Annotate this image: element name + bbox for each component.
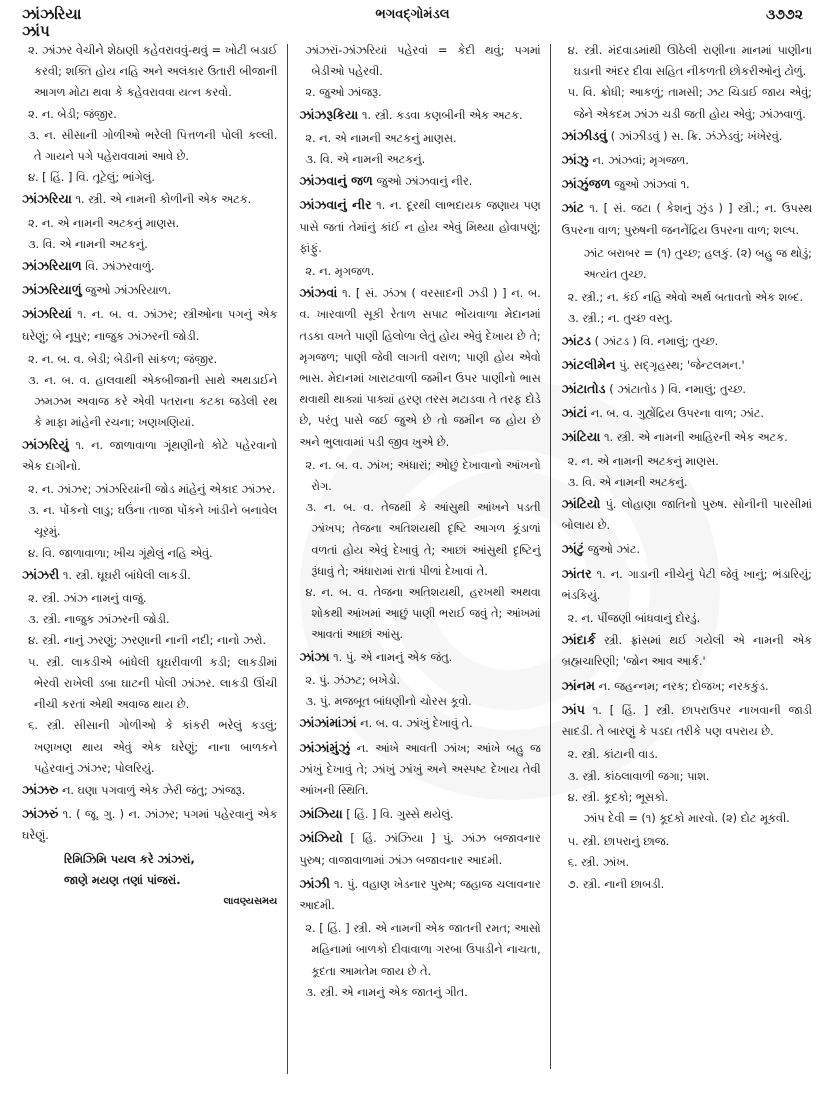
sense-definition: ૫. સ્ત્રી. લાકડીએ બાંધેલી ઘૂઘરીવાળી કડી; લાકડીમાં ભેરવી રાખેલી ડબા ઘાટની પોલી ઝાંઝર. લાકડી ઊંચી નીચી કરતાં એથી અવાજ થાય છે. <box>28 655 278 712</box>
quotation-line: રિમિઝિમિ પયલ કરે ઝાંઝરાં, <box>64 852 195 866</box>
dictionary-entry <box>562 330 812 352</box>
headword: ઝાંઝાંમાંઝાં <box>299 715 357 731</box>
sense-definition: ૪. સ્ત્રી. મંદવાડમાંથી ઊઠેલી રાણીના માનમાં પાણીના ઘડાની અંદર દીવા સહિત નીકળતી છોકરીઓનું ટોળું. <box>567 44 812 79</box>
headword: ઝાંઝરુ <box>22 781 59 797</box>
dictionary-entry <box>22 279 277 301</box>
book-title: ભગવદ્ગોમંડલ <box>375 7 450 22</box>
definition-text: ૧. પું. વહાણ ખેડનાર પુરુષ; જહાજ ચલાવનાર આદમી. <box>299 877 541 912</box>
headword: ઝાંદાર્ક <box>561 632 596 648</box>
sense-definition: ૩. ન. સીસાની ગોળીઓ ભરેલી પિત્તળની પોલી કલ્લી. તે ગાયને પગે પહેરાવવામાં આવે છે. <box>28 128 278 164</box>
definition-text: ( ઝાંટડ ) વિ. નમાલું; તુચ્છ. <box>591 334 719 348</box>
sense-definition: ઝાંઝરાં-ઝાંઝરિયાં પહેરવાં = કેદી થવું; પગમાં બેડીઓ પહેરવી. <box>305 44 541 79</box>
dictionary-entry <box>299 803 540 825</box>
column-1 <box>22 40 287 1080</box>
dictionary-entry <box>22 434 277 477</box>
headword: ઝાંઝરિયાં <box>22 306 72 322</box>
quotation-source: લાવણ્યસમય <box>223 895 278 907</box>
sense-definition: ૭. સ્ત્રી. નાની છાબડી. <box>567 877 665 891</box>
definition-text: ૧. સ્ત્રી. એ નામની કોળીની એક અટક. <box>71 193 252 207</box>
sense-definition: ૨. સ્ત્રી. ઝાંઝ નામનું વાજું. <box>28 592 147 606</box>
headword: ઝાંટલીમેન <box>561 356 616 372</box>
dictionary-entry <box>562 378 812 400</box>
sense-definition: ૫. સ્ત્રી. છાપરાનું છાજ. <box>567 835 670 849</box>
dictionary-entry <box>562 538 812 560</box>
guide-word-last: ઝાંપ <box>22 22 50 40</box>
sense-definition: ૩. સ્ત્રી.; ન. તુચ્છ વસ્તુ. <box>567 312 673 326</box>
headword: ઝાંનમ <box>561 677 596 693</box>
headword: ઝાંટિયા <box>561 429 601 445</box>
headword: ઝાંઝિયો <box>299 830 343 846</box>
dictionary-entry <box>562 426 812 448</box>
dictionary-columns <box>22 40 812 1080</box>
dictionary-entry <box>22 188 277 210</box>
definition-text: ૧. [ હિં. ] સ્ત્રી. છાપરાઉપર નાખવાની જાડી સાદડી. તે બારણું કે પડદા તરીકે પણ વપરાય છે. <box>561 703 812 739</box>
definition-text: ( ઝાંટાતોડ ) વિ. નમાલું; તુચ્છ. <box>605 383 746 397</box>
definition-text: ૧. ન. દૂરથી લાભદાયક જણાય પણ પાસે જતાં તેમાંનું કાંઈ ન હોય એવું મિથ્યા હોવાપણું; ફાંફું. <box>299 199 541 255</box>
sense-definition: ૩. વિ. એ નામની અટકનું. <box>305 153 426 167</box>
headword: ઝાંટડ <box>561 332 592 348</box>
sense-definition: ૩. ન. પોંકનો લાડુ; ઘઉંના તાજા પોંકને ખાંડીને બનાવેલ ચૂરમું. <box>28 504 278 539</box>
dictionary-entry <box>562 629 812 672</box>
dictionary-entry <box>299 712 540 734</box>
sense-definition: ૩. પું. મજબૂત બાંધણીનો ચોરસ કૂવો. <box>305 695 472 709</box>
dictionary-entry <box>562 173 812 195</box>
page-number: ૩૭૭૨ <box>765 7 803 23</box>
dictionary-entry <box>299 827 540 870</box>
sense-definition: ૩. ન. બ. વ. હાલવાથી એકબીજાની સાથે અથડાઈને ઝમઝમ અવાજ કરે એવી પતરાના કટકા જડેલી રથ કે માફા માંહેની રચના; ખણખણિયાં. <box>28 374 278 430</box>
sense-definition: ૪. સ્ત્રી. નાનું ઝરણું; ઝરણાની નાની નદી; નાનો ઝરો. <box>28 634 267 648</box>
headword: ઝાંઝરિયાળ <box>22 258 82 274</box>
headword: ઝાંઝી <box>299 875 331 891</box>
dictionary-entry <box>562 402 812 424</box>
headword: ઝાંઝરી <box>22 566 60 582</box>
dictionary-entry <box>562 675 812 697</box>
sense-definition: ૨. ન. એ નામની અટકનું માણસ. <box>567 454 719 468</box>
sense-definition: ૪. [ હિં. ] વિ. તૂટેલું; ભાંગેલું. <box>28 171 155 185</box>
dictionary-entry <box>299 646 540 668</box>
guide-word-first: ઝાંઝરિયા <box>22 5 82 23</box>
dictionary-entry <box>22 303 277 346</box>
dictionary-entry <box>299 873 540 916</box>
definition-text: ( ઝાંઝીડવું ) સ. ક્રિ. ઝંઝેડવું; ખંખેરવું. <box>607 129 783 143</box>
sense-definition: ૩. સ્ત્રી. કાંઠલાવાળી જગા; પાશ. <box>567 769 710 783</box>
sense-definition: ૬. સ્ત્રી. ઝાંખ. <box>567 856 630 870</box>
sense-definition: ૩. વિ. એ નામની અટકનું. <box>28 237 148 251</box>
definition-text: ૧. પું. એ નામનું એક જંતુ. <box>329 650 453 664</box>
headword: ઝાંઝરૂકિયા <box>299 106 359 122</box>
dictionary-entry <box>299 170 540 192</box>
definition-text: ન. બ. વ. ઝાંખું દેખાવું તે. <box>356 717 473 731</box>
dictionary-entry <box>562 197 812 240</box>
dictionary-entry <box>562 493 812 536</box>
sense-definition: ૨. પું. ઝંઝટ; બખેડો. <box>305 673 401 687</box>
headword: ઝાંઝરું <box>22 806 59 822</box>
definition-text: પું. લોહાણા જાતિનો પુરુષ. સોનીની પારસીમાં બોલાય છે. <box>561 498 812 533</box>
sense-definition: ૨. ન. પીંજણી બાંધવાનું દોરડું. <box>567 612 701 626</box>
dictionary-entry <box>299 737 540 802</box>
definition-text: ૧. ( જૂ. ગુ. ) ન. ઝાંઝર; પગમાં પહેરવાનું એક ઘરેણું. <box>22 808 278 843</box>
definition-text: [ હિં. ] વિ. ગુસ્સે થયેલું. <box>342 808 454 822</box>
headword: ઝાંટ <box>561 200 585 216</box>
headword: ઝાંપ <box>561 701 585 717</box>
headword: ઝાંઝા <box>299 648 330 664</box>
sense-definition: ૩. સ્ત્રી. એ નામનું એક જાતનું ગીત. <box>305 985 468 999</box>
headword: ઝાંઝુંજળ <box>561 176 611 192</box>
definition-text: ન. ઝાંઝવાં; મૃગજળ. <box>588 154 689 168</box>
headword: ઝાંટાં <box>561 405 588 421</box>
sense-definition: ૪. ન. બ. વ. તેજના અતિશયથી, હરખથી અથવા શોકથી આંખમાં આછું પાણી ભરાઈ જવું તે; આંખમાં આવતાં આછાં આંસુ. <box>305 586 541 642</box>
sense-definition: ૨. ઝાંઝર વેચીને શેઠાણી કહેવરાવવું-થવું = ખોટી બડાઈ કરવી; શક્તિ હોય નહિ અને અલંકાર ઉતારી બીજાની આગળ મોટા થવા કે કહેવરાવવા યત્ન કરવો. <box>28 44 278 100</box>
dictionary-entry <box>299 194 540 259</box>
definition-text: ૧. [ સં. જટા ( કેશનું ઝુંડ ) ] સ્ત્રી.; ન. ઉપસ્થ ઉપરના વાળ; પુરુષની જનનેંદ્રિય ઉપરના વાળ; શલ્પ. <box>561 202 812 237</box>
definition-text: જુઓ ઝાંઝવાં ૧. <box>610 178 690 192</box>
sense-definition: ૨. ન. એ નામની અટકનું માણસ. <box>305 131 457 145</box>
definition-text: ન. જહન્નમ; નરક; દોજખ; નરકકુંડ. <box>595 679 769 693</box>
headword: ઝાંઝરિયાળું <box>22 282 82 298</box>
idiom-definition: ઝાંપ દેવી = (૧) કૂદકો મારવો. (૨) દોટ મૂકવી. <box>583 811 790 825</box>
headword: ઝાંઝવાનું નીર <box>299 197 372 213</box>
definition-text: ન. ઘણા પગવાળું એક ઝેરી જંતુ; ઝાંજરૂ. <box>58 783 246 797</box>
dictionary-entry <box>562 125 812 147</box>
dictionary-entry <box>562 149 812 171</box>
sense-definition: ૨. ન. બ. વ. બેડી; બેડીની સાંકળ; જંજીર. <box>28 352 218 366</box>
definition-text: [ હિં. ઝાંઝિયા ] પું. ઝાંઝ બજાવનાર પુરુષ; વાજાવાળામાં ઝાંઝ બજાવનાર આદમી. <box>299 832 541 867</box>
headword: ઝાંતર <box>561 565 592 581</box>
headword: ઝાંટું <box>561 541 585 557</box>
column-2 <box>288 40 549 1080</box>
dictionary-entry <box>22 564 277 586</box>
definition-text: ૧. સ્ત્રી. ઘૂઘરી બાંધેલી લાકડી. <box>59 568 191 582</box>
definition-text: જુઓ ઝાંટ. <box>584 543 641 557</box>
definition-text: ૧. સ્ત્રી. કડવા કણબીની એક અટક. <box>358 108 523 122</box>
sense-definition: ૨. ન. એ નામની અટકનું માણસ. <box>28 216 180 230</box>
sense-definition: ૨. સ્ત્રી. કાંટાની વાડ. <box>567 748 658 762</box>
quotation-line: જાણે મયણ તણાં પાંજરાં. <box>64 873 181 887</box>
idiom-definition: ઝાંટ બરાબર = (૧) તુચ્છ; હલકું. (૨) બહુ જ થોડું; અત્યંત તુચ્છ. <box>583 246 812 282</box>
definition-text: વિ. ઝાંઝરવાળું. <box>81 260 155 274</box>
definition-text: ૧. [ સં. ઝંઝા ( વરસાદની ઝડી ) ] ન. બ. વ. ખારવાળી સૂકી રેતાળ સપાટ ભોંયવાળા મેદાનમાં તડકા વખતે પાણી હિલોળા લેતું હોય એવું દેખાય છે તે; મૃગજળ; પાણી જેવી લાગતી વરાળ; પાણી હોય એવો ભાસ. મેદાનમાં ખારાટવાળી જમીન ઉપર પાણીનો ભાસ થવાથી થાક્યાં પાક્યાં હરણ તરસ મટાડવા તે તરફ દોડે છે, પરંતુ પાસે જઈ જુએ છે તો જમીન જ હોય છે અને ભુલાવામાં પડી જીવ ખુએ છે. <box>299 287 541 449</box>
headword: ઝાંઝવાનું જળ <box>299 173 373 189</box>
dictionary-entry <box>22 255 277 277</box>
dictionary-entry <box>562 699 812 742</box>
sense-definition: ૨. ન. બેડી; જંજીર. <box>28 107 117 121</box>
headword: ઝાંઝવાં <box>299 285 338 301</box>
dictionary-entry <box>562 563 812 606</box>
sense-definition: ૫. વિ. ક્રોધી; આકળું; તામસી; ઝટ ચિડાઈ જાય એવું; જેને એકદમ ઝાંઝ ચડી જતી હોય એવું; ઝાંઝવાળું. <box>567 86 812 121</box>
dictionary-entry <box>299 282 540 453</box>
sense-definition: ૨. ન. બ. વ. ઝાંખ; અંધારાં; ઓછું દેખાવાનો આંખનો રોગ. <box>305 458 541 494</box>
headword: ઝાંઝાંમુંઝું <box>299 739 351 755</box>
headword: ઝાંટિયો <box>561 496 601 512</box>
headword: ઝાંઝરિયું <box>22 436 69 452</box>
definition-text: પું. સદ્ગૃહસ્થ; 'જેન્ટલમન.' <box>615 358 745 372</box>
headword: ઝાંઝીડવું <box>561 127 608 143</box>
sense-definition: ૩. ન. બ. વ. તેજથી કે આંસુથી આંખને પડતી ઝાંખપ; તેજના અતિશયથી દૃષ્ટિ આગળ કૂંડાળાં વળતાં હોય એવું દેખાવું તે; આછાં આંસુથી દૃષ્ટિનું રૂંધાવું તે; અંધારામાં રાતાં પીળાં દેખાવાં તે. <box>305 501 541 578</box>
sense-definition: ૪. વિ. જાળાવાળા; ખીચ ગૂંથેલું નહિ એવું. <box>28 546 213 560</box>
definition-text: જુઓ ઝાંઝરિયાળ. <box>81 284 172 298</box>
definition-text: ૧. ન. જાળાવાળા ગૂંથણીનો કોટે પહેરવાનો એક દાગીનો. <box>22 438 278 473</box>
headword: ઝાંટાતોડ <box>561 381 606 397</box>
definition-text: ન. બ. વ. ગુહ્યેંદ્રિય ઉપરના વાળ; ઝાંટ. <box>587 407 765 421</box>
dictionary-entry <box>22 803 277 846</box>
sense-definition: ૩. સ્ત્રી. નાજુક ઝાંઝરની જોડી. <box>28 613 170 627</box>
headword: ઝાંઝુ <box>561 152 589 168</box>
dictionary-entry <box>22 779 277 801</box>
definition-text: ૧. ન. બ. વ. ઝાંઝર; સ્ત્રીઓના પગનું એક ઘરેણું; બે નૂપુર; નાજુક ઝાંઝરની જોડી. <box>22 308 278 343</box>
definition-text: સ્ત્રી. ફ્રાંસમાં થઈ ગયેલી એ નામની એક બ્રહ્મચારિણી; 'જોન આવ આર્ક.' <box>561 634 812 669</box>
sense-definition: ૨. સ્ત્રી.; ન. કંઈ નહિ એવો અર્થ બતાવતો એક શબ્દ. <box>567 291 804 305</box>
definition-text: ૧. સ્ત્રી. એ નામની આહિરની એક અટક. <box>600 431 788 445</box>
sense-definition: ૬. સ્ત્રી. સીસાની ગોળીઓ કે કાંકરી ભરેલું કડલું; ખણખણ થાય એવું એક ઘરેણું; નાના બાળકને પહેરવાનું ઝાંઝર; પોલરિયું. <box>28 719 278 775</box>
headword: ઝાંઝરિયા <box>22 191 72 207</box>
sense-definition: ૨. [ હિં. ] સ્ત્રી. એ નામની એક જાતની રમત; આસો મહિનામાં બાળકો દીવાવાળા ગરબા ઉપાડીને નાચતા, કૂદતા આમતેમ જાય છે તે. <box>305 922 541 978</box>
sense-definition: ૨. જુઓ ઝાંજરૂ. <box>305 86 382 100</box>
sense-definition: ૪. સ્ત્રી. કૂદકો; ભૂસકો. <box>567 790 669 804</box>
sense-definition: ૨. ન. ઝાંઝર; ઝાંઝરિયાંની જોડ માંહેનું એકાદ ઝાંઝર. <box>28 483 276 497</box>
dictionary-entry <box>299 104 540 126</box>
definition-text: ૧. ન. ગાડાની નીચેનું પેટી જેવું ખાનું; ભંડારિયું; ભંડકિયું. <box>561 567 812 602</box>
definition-text: ન. આંખે આવતી ઝાંખ; આંખે બહુ જ ઝાંખું દેખાવું તે; ઝાંખું ઝાંખું અને અસ્પષ્ટ દેખાય તેવી આંખની સ્થિતિ. <box>299 741 541 797</box>
sense-definition: ૨. ન. મૃગજળ. <box>305 265 375 279</box>
column-3 <box>551 40 812 1080</box>
dictionary-entry <box>562 354 812 376</box>
headword: ઝાંઝિયા <box>299 806 343 822</box>
sense-definition: ૩. વિ. એ નામની અટકનું. <box>567 475 688 489</box>
definition-text: જુઓ ઝાંઝવાનું નીર. <box>372 175 473 189</box>
